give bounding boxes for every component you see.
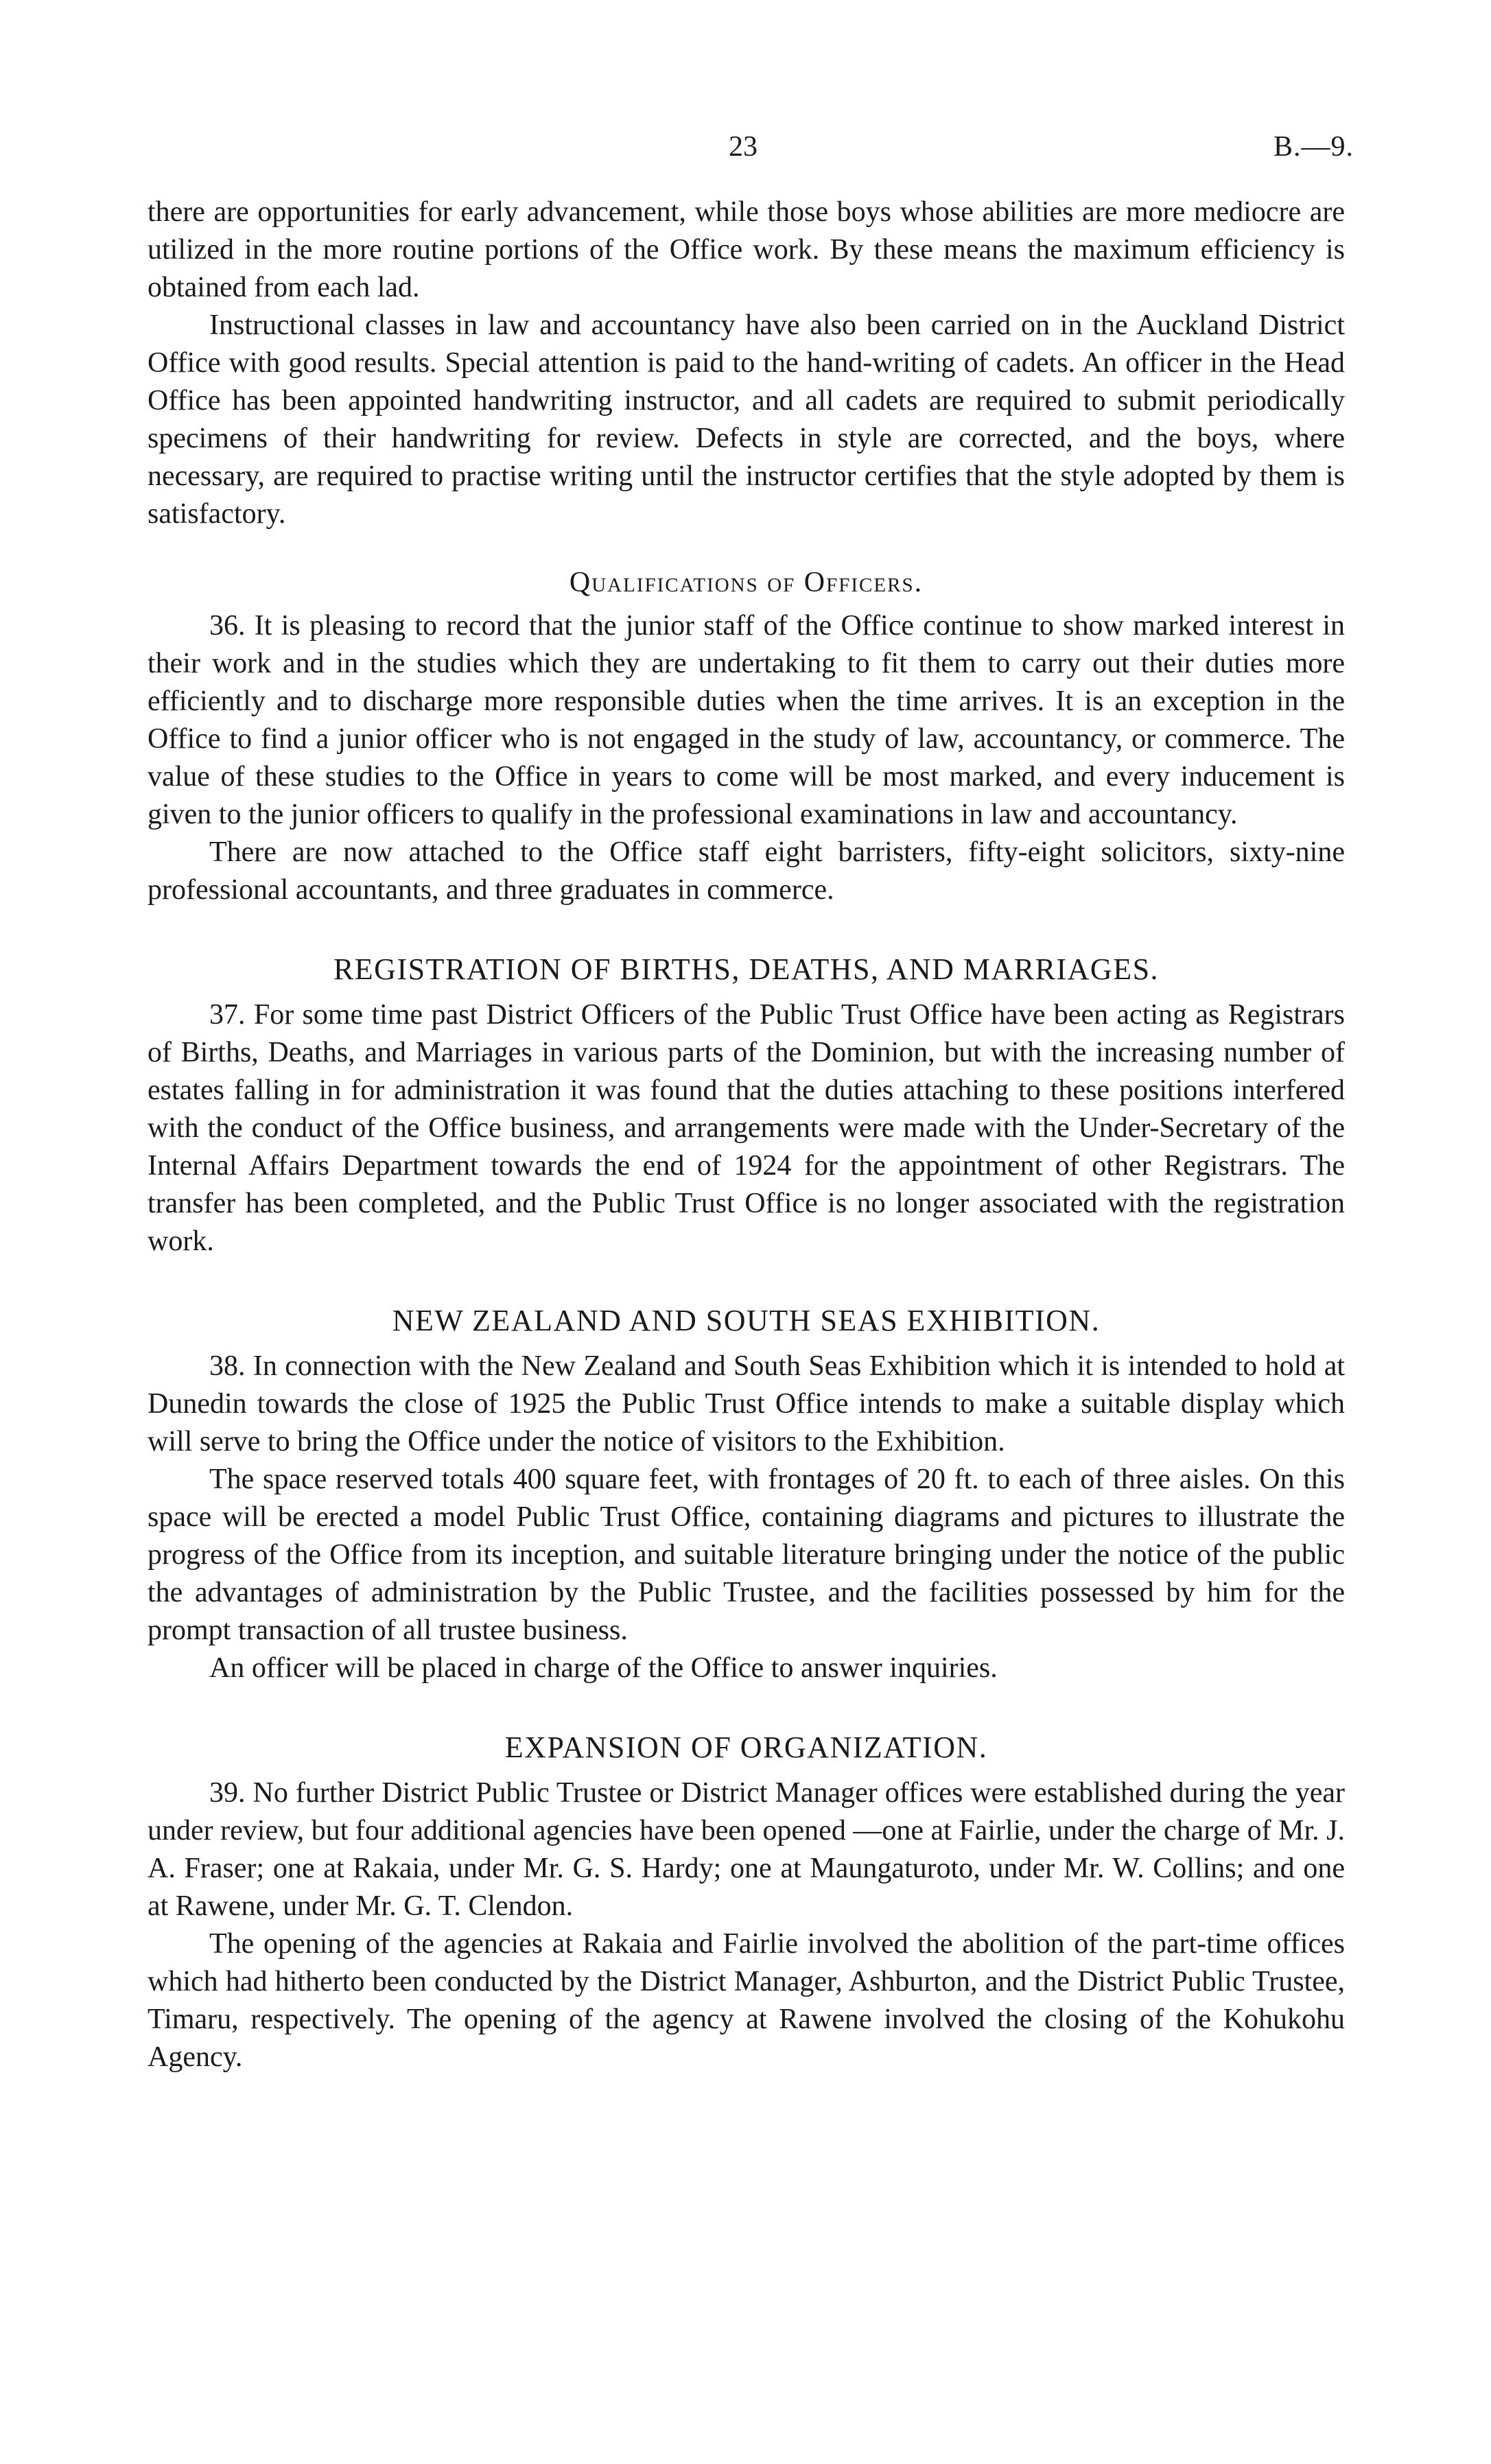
paragraph-38: 38. In connection with the New Zealand and South Seas Exhibition which it is intended to hold at Dunedin towards the close of 1925 the Public Trust Office intends to make a suitable display which will serve to bring the Office under the notice of visitors to the Exhibition. [148,1350,1345,1457]
page-body [148,193,1345,2076]
heading-expansion: EXPANSION OF ORGANIZATION. [504,1730,988,1764]
page-header [0,130,1491,172]
paragraph-39: 39. No further District Public Trustee or District Manager offices were established during the year under review, but four additional agencies have been opened —one at Fairlie, under the charge of Mr. J. A. Fraser; one at Rakaia, under Mr. G. S. Hardy; one at Maungaturoto, under Mr. W. Collins; and one at Rawene, under Mr. G. T. Clendon. [148,1777,1345,1922]
heading-exhibition: NEW ZEALAND AND SOUTH SEAS EXHIBITION. [392,1304,1101,1337]
paragraph-instructional-classes: Instructional classes in law and accountancy have also been carried on in the Auckland District Office with good results. Special attention is paid to the hand-writing of cadets. An officer in the Head Office has been appointed handwriting instructor, and all cadets are required to submit periodically specimens of their handwriting for review. Defects in style are corrected, and the boys, where necessary, are required to practise writing until the instructor certifies that the style adopted by them is satisfactory. [148,309,1345,530]
paragraph-agencies-opening: The opening of the agencies at Rakaia and Fairlie involved the abolition of the part-time offices which had hitherto been conducted by the District Manager, Ashburton, and the District Public Trustee, Timaru, respectively. The opening of the agency at Rawene involved the closing of the Kohukohu Agency. [148,1928,1345,2073]
heading-registration: REGISTRATION OF BIRTHS, DEATHS, AND MARRIAGES. [333,952,1160,986]
subheading-qualifications: Qualifications of Officers. [569,567,924,598]
paragraph-37: 37. For some time past District Officers of the Public Trust Office have been acting as Registrars of Births, Deaths, and Marriages in various parts of the Dominion, but with the increasing number of estates falling in for administration it was found that the duties attaching to these positions interfered with the conduct of the Office business, and arrangements were made with the Under-Secretary of the Internal Affairs Department towards the end of 1924 for the appointment of other Registrars. The transfer has been completed, and the Public Trust Office is no longer associated with the registration work. [148,999,1345,1257]
paragraph-staff-count: There are now attached to the Office staff eight barristers, fifty-eight solicitors, sixty-nine professional accountants, and three graduates in commerce. [148,836,1345,906]
paragraph-space-reserved: The space reserved totals 400 square feet, with frontages of 20 ft. to each of three aisles. On this space will be erected a model Public Trust Office, containing diagrams and pictures to illustrate the progress of the Office from its inception, and suitable literature bringing under the notice of the public the advantages of administration by the Public Trustee, and the facilities possessed by him for the prompt transaction of all trustee business. [148,1464,1345,1646]
page-number: 23 [729,131,758,163]
paragraph-36: 36. It is pleasing to record that the junior staff of the Office continue to show marked interest in their work and in the studies which they are undertaking to fit them to carry out their duties more efficiently and to discharge more responsible duties when the time arrives. It is an exception in the Office to find a junior officer who is not engaged in the study of law, accountancy, or commerce. The value of these studies to the Office in years to come will be most marked, and every inducement is given to the junior officers to qualify in the professional examinations in law and accountancy. [148,610,1345,830]
document-reference: B.—9. [1273,131,1354,163]
paragraph-intro-continuation: there are opportunities for early advancement, while those boys whose abilities are more mediocre are utilized in the more routine portions of the Office work. By these means the maximum efficiency is obtained from each lad. [148,196,1345,303]
paragraph-officer-inquiries: An officer will be placed in charge of the Office to answer inquiries. [209,1652,998,1684]
